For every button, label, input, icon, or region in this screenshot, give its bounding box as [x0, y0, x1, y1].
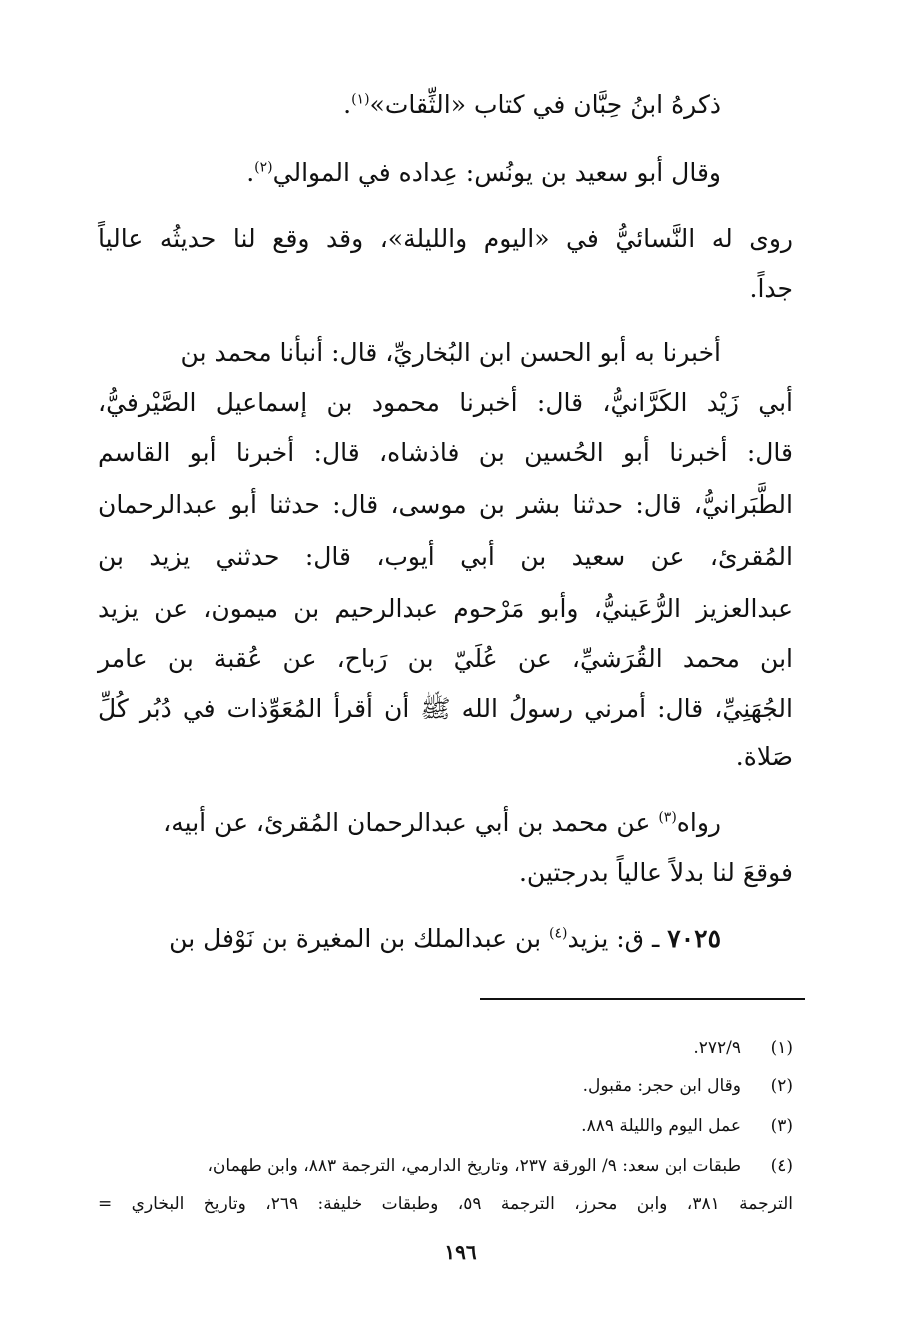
paragraph-rawahu-line-1: [163, 810, 721, 835]
entry-rest: بن عبدالملك بن المغيرة بن نَوْفل بن: [169, 924, 549, 953]
period: .: [246, 158, 255, 187]
paragraph-rest: عن محمد بن أبي عبدالرحمان المُقرئ، عن أبيه،: [163, 808, 659, 837]
entry-number: ٧٠٢٥: [667, 924, 721, 953]
paragraph-text: وقال أبو سعيد بن يونُس: عِداده في الموالي: [272, 158, 721, 187]
footnote-2: [0, 1078, 921, 1100]
isnad-line-1: أخبرنا به أبو الحسن ابن البُخاريِّ، قال: أنبأنا محمد بن: [180, 338, 721, 367]
isnad-line-8: الجُهَنِيِّ، قال: أمرني رسولُ الله ﷺ أن أقرأ المُعَوِّذات في دُبُر كُلِّ: [98, 694, 793, 723]
footnote-3: [0, 1118, 921, 1140]
paragraph-lead: رواه: [676, 808, 721, 837]
isnad-line-5: المُقرئ، عن سعيد بن أبي أيوب، قال: حدثني يزيد بن: [98, 542, 794, 571]
footnote-separator: [480, 998, 805, 1000]
paragraph-ibn-yunus: [246, 160, 721, 185]
footnote-number: (٢): [770, 1076, 793, 1096]
footnote-1: [0, 1040, 921, 1062]
footnote-text: ٢٧٢/٩.: [693, 1038, 741, 1058]
footnote-ref-4[interactable]: (٤): [548, 925, 568, 942]
footnote-ref-3[interactable]: (٣): [658, 809, 677, 826]
footnote-text: عمل اليوم والليلة ٨٨٩.: [581, 1116, 741, 1136]
period: .: [343, 90, 352, 119]
footnote-4: [0, 1158, 921, 1180]
isnad-line-2: أبي زَيْد الكَرَّانيُّ، قال: أخبرنا محمود بن إسماعيل الصَّيْرفيُّ،: [98, 388, 793, 417]
isnad-line-9: صَلاة.: [735, 742, 793, 771]
footnote-number: (١): [770, 1038, 793, 1058]
footnote-number: (٤): [770, 1156, 793, 1176]
paragraph-nasai-line-1: روى له النَّسائيُّ في «اليوم والليلة»، وقد وقع لنا حديثُه عالياً: [98, 224, 793, 253]
footnote-4-continuation: الترجمة ٣٨١، وابن محرز، الترجمة ٥٩، وطبقات خليفة: ٢٦٩، وتاريخ البخاري =: [98, 1194, 794, 1214]
paragraph-text: ذكرهُ ابنُ حِبَّان في كتاب «الثِّقات»: [369, 90, 721, 119]
isnad-line-6: عبدالعزيز الرُّعَينيُّ، وأبو مَرْحوم عبدالرحيم بن ميمون، عن يزيد: [98, 594, 793, 623]
footnote-text: وقال ابن حجر: مقبول.: [582, 1076, 741, 1096]
isnad-line-7: ابن محمد القُرَشيِّ، عن عُلَيّ بن رَباح، عن عُقبة بن عامر: [98, 644, 793, 673]
paragraph-nasai-line-2: جداً.: [749, 274, 793, 303]
paragraph-rawahu-line-2: فوقعَ لنا بدلاً عالياً بدرجتين.: [518, 858, 793, 887]
entry-heading: [169, 926, 721, 951]
footnote-ref-2[interactable]: (٢): [254, 159, 273, 176]
footnote-text: طبقات ابن سعد: ٩/ الورقة ٢٣٧، وتاريخ الدارمي، الترجمة ٨٨٣، وابن طهمان،: [207, 1156, 741, 1176]
entry-lead: ـ ق: يزيد: [567, 924, 668, 953]
isnad-line-3: قال: أخبرنا أبو الحُسين بن فاذشاه، قال: أخبرنا أبو القاسم: [98, 438, 793, 467]
page-number: ١٩٦: [444, 1240, 477, 1264]
footnote-number: (٣): [770, 1116, 793, 1136]
isnad-line-4: الطَّبَرانيُّ، قال: حدثنا بشر بن موسى، قال: حدثنا أبو عبدالرحمان: [98, 490, 793, 519]
footnote-ref-1[interactable]: (١): [351, 91, 370, 108]
paragraph-ibn-hibban: [343, 92, 721, 117]
